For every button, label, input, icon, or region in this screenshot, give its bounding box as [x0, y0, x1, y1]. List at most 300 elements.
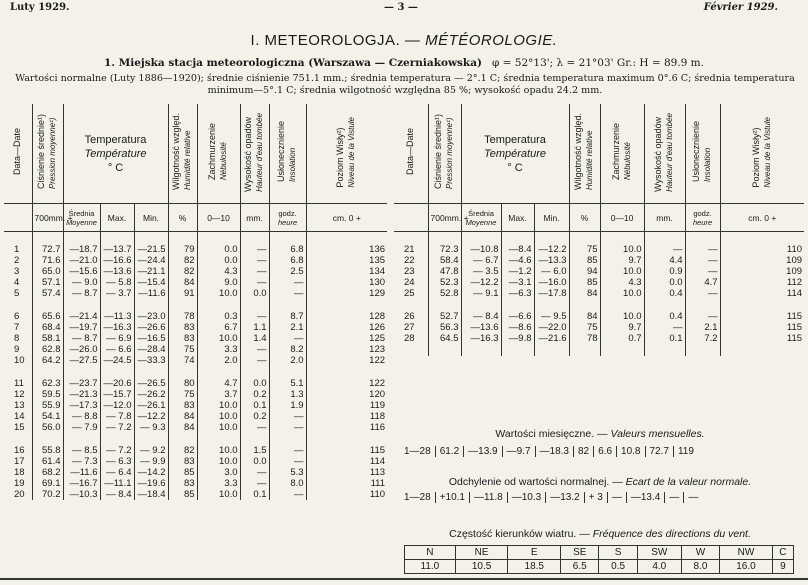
temp-max-cell: —9.8: [501, 333, 534, 344]
table-row: [394, 311, 804, 322]
precip-cell: 0.1: [644, 333, 685, 344]
temp-mean-cell: — 8.7: [63, 333, 100, 344]
table-row: [4, 311, 387, 322]
cloud-cell: 10.0: [197, 411, 240, 422]
deviation-cell: —13.2: [545, 492, 583, 503]
gap-cell: [501, 232, 534, 245]
day-cell: 15: [14, 422, 25, 433]
gap-cell: [394, 344, 428, 356]
monthly-label: Wartości miesięczne. — Valeurs mensuelles.: [495, 428, 705, 440]
river-cell: 120: [306, 389, 387, 400]
precip-cell: 0.0: [240, 288, 269, 299]
river-cell: 118: [306, 411, 387, 422]
precip-cell: —: [644, 244, 685, 255]
gap-cell: [720, 344, 804, 356]
temp-mean-cell: —10.3: [63, 489, 100, 500]
precip-cell: 1.4: [240, 333, 269, 344]
river-cell: 112: [720, 277, 804, 288]
cloud-cell: 0.3: [197, 311, 240, 322]
temp-mean-cell: —23.7: [63, 378, 100, 389]
humidity-cell: 74: [168, 355, 197, 366]
precip-cell: —: [240, 255, 269, 266]
wind-direction: SW: [637, 546, 681, 560]
sun-cell: 5.3: [269, 467, 306, 478]
river-cell: 113: [306, 467, 387, 478]
deviation-cell: 1—28: [404, 492, 431, 503]
day-cell: 22: [404, 255, 415, 266]
river-cell: 122: [306, 378, 387, 389]
mean-unit: Średnia Moyenne: [63, 204, 100, 232]
river-cell: 115: [720, 333, 804, 344]
wind-frequency-value: 9: [772, 560, 793, 574]
cloud-cell: 3.7: [197, 389, 240, 400]
precip-cell: —: [240, 355, 269, 366]
gap-cell: [461, 344, 501, 356]
temp-mean-cell: —18.7: [63, 244, 100, 255]
river-cell: 134: [306, 266, 387, 277]
pressure-cell: 55.9: [32, 400, 63, 411]
page-header: [0, 2, 808, 18]
gap-cell: [63, 232, 100, 245]
cloud-cell: 3.3: [197, 478, 240, 489]
pressure-cell: 64.5: [428, 333, 461, 344]
sun-cell: —: [269, 288, 306, 299]
gap-cell: [461, 232, 501, 245]
mean-unit: Średnia Moyenne: [461, 204, 501, 232]
sun-cell: —: [685, 244, 720, 255]
precip-cell: 0.0: [240, 456, 269, 467]
humidity-unit: %: [168, 204, 197, 232]
river-cell: 115: [306, 445, 387, 456]
wind-frequency-value: 8.0: [681, 560, 719, 574]
sun-cell: —: [269, 456, 306, 467]
gap-cell: [428, 232, 461, 245]
temp-mean-cell: —21.4: [63, 311, 100, 322]
sun-cell: —: [269, 489, 306, 500]
river-cell: 114: [720, 288, 804, 299]
temp-mean-cell: —16.3: [461, 333, 501, 344]
pressure-cell: 52.8: [428, 288, 461, 299]
gap-cell: [306, 433, 387, 445]
bottom-rule: [0, 578, 808, 580]
temp-mean-cell: —27.5: [63, 355, 100, 366]
temp-mean-cell: — 6.7: [461, 255, 501, 266]
sun-cell: 1.3: [269, 389, 306, 400]
sun-cell: 6.8: [269, 244, 306, 255]
pressure-cell: 70.2: [32, 489, 63, 500]
temp-max-cell: — 7.2: [100, 445, 134, 456]
sun-cell: —: [269, 445, 306, 456]
gap-cell: [720, 299, 804, 311]
river-cell: 125: [306, 333, 387, 344]
precip-cell: —: [240, 467, 269, 478]
gap-cell: [720, 232, 804, 245]
gap-cell: [685, 232, 720, 245]
gap-cell: [134, 299, 168, 311]
sun-cell: 4.7: [685, 277, 720, 288]
humidity-cell: 83: [168, 333, 197, 344]
humidity-unit: %: [569, 204, 600, 232]
table-row: [4, 266, 387, 277]
cloud-unit: 0—10: [197, 204, 240, 232]
humidity-cell: 85: [569, 277, 600, 288]
pressure-cell: 71.6: [32, 255, 63, 266]
temp-mean-cell: —21.0: [63, 255, 100, 266]
gap-cell: [461, 299, 501, 311]
cloud-cell: 10.0: [197, 445, 240, 456]
pressure-cell: 68.4: [32, 322, 63, 333]
pressure-cell: 59.5: [32, 389, 63, 400]
humidity-cell: 83: [168, 322, 197, 333]
cloud-cell: 0.0: [197, 255, 240, 266]
sun-cell: —: [685, 288, 720, 299]
monthly-cell: 82: [573, 446, 593, 457]
pressure-unit: 700mm. +: [428, 204, 461, 232]
table-row: [4, 478, 387, 489]
day-cell: 16: [14, 445, 25, 456]
cloud-cell: 4.3: [600, 277, 644, 288]
temp-mean-cell: —21.3: [63, 389, 100, 400]
gap-cell: [197, 232, 240, 245]
gap-cell: [569, 232, 600, 245]
gap-cell: [569, 344, 600, 356]
day-cell: 21: [404, 244, 415, 255]
humidity-cell: 85: [168, 489, 197, 500]
temp-max-cell: — 7.8: [100, 411, 134, 422]
temp-mean-cell: — 7.3: [63, 456, 100, 467]
humidity-cell: 75: [569, 244, 600, 255]
gap-cell: [644, 344, 685, 356]
temp-max-cell: — 3.7: [100, 288, 134, 299]
daily-table-left: [4, 104, 387, 500]
cloud-header: Zachmurzenie Nébulosité: [197, 104, 240, 204]
date-header: Data—Date: [4, 104, 32, 204]
precip-cell: 0.4: [644, 288, 685, 299]
temp-max-cell: — 6.3: [100, 456, 134, 467]
min-unit: Min.: [134, 204, 168, 232]
deviation-cell: —: [683, 492, 702, 503]
humidity-cell: 83: [168, 478, 197, 489]
sun-cell: 6.8: [269, 255, 306, 266]
wind-direction: E: [508, 546, 561, 560]
station-coords: φ = 52°13'; λ = 21°03' Gr.: H = 89.9 m.: [491, 57, 704, 69]
temp-min-cell: —21.5: [134, 244, 168, 255]
wind-direction: SE: [561, 546, 599, 560]
day-cell: 26: [404, 311, 415, 322]
temp-min-cell: —23.0: [134, 311, 168, 322]
table-row: [4, 378, 387, 389]
pressure-cell: 56.0: [32, 422, 63, 433]
temp-min-cell: —26.6: [134, 322, 168, 333]
river-cell: 110: [306, 489, 387, 500]
temp-mean-cell: —11.6: [63, 467, 100, 478]
daily-table-right: [394, 104, 804, 356]
river-cell: 115: [720, 311, 804, 322]
gap-cell: [197, 299, 240, 311]
temp-mean-cell: — 8.8: [63, 411, 100, 422]
table-row: [4, 467, 387, 478]
precip-cell: —: [240, 244, 269, 255]
temp-min-cell: —11.6: [134, 288, 168, 299]
river-cell: 126: [306, 322, 387, 333]
section-title: [0, 32, 808, 49]
gap-cell: [600, 344, 644, 356]
day-cell: 2: [14, 255, 20, 266]
temp-mean-cell: — 8.5: [63, 445, 100, 456]
day-cell: 20: [14, 489, 25, 500]
table-row: [4, 255, 387, 266]
pressure-cell: 52.7: [428, 311, 461, 322]
humidity-cell: 84: [168, 411, 197, 422]
humidity-cell: 83: [168, 456, 197, 467]
row-gap: [4, 299, 387, 311]
precip-cell: —: [240, 478, 269, 489]
temp-min-cell: — 9.9: [134, 456, 168, 467]
temp-mean-cell: —12.2: [461, 277, 501, 288]
gap-cell: [100, 433, 134, 445]
gap-cell: [306, 299, 387, 311]
gap-cell: [197, 366, 240, 378]
gap-cell: [240, 232, 269, 245]
pressure-cell: 68.2: [32, 467, 63, 478]
temp-max-cell: —20.6: [100, 378, 134, 389]
row-gap: [4, 366, 387, 378]
header-left-date: Luty 1929.: [10, 2, 70, 13]
humidity-cell: 84: [168, 277, 197, 288]
river-cell: 129: [306, 288, 387, 299]
temp-max-cell: — 6.6: [100, 344, 134, 355]
cloud-cell: 9.7: [600, 255, 644, 266]
gap-cell: [32, 299, 63, 311]
pressure-header: Ciśnienie średnie¹) Pression moyenne¹): [32, 104, 63, 204]
table-row: [394, 333, 804, 344]
day-cell: 23: [404, 266, 415, 277]
day-cell: 13: [14, 400, 25, 411]
gap-cell: [600, 299, 644, 311]
sun-header: Usłonecznienie Insolation: [685, 104, 720, 204]
section-title-pl: I. METEOROLOGJA. —: [250, 32, 421, 49]
pressure-cell: 72.3: [428, 244, 461, 255]
precip-cell: —: [240, 344, 269, 355]
temp-mean-cell: —19.7: [63, 322, 100, 333]
deviation-values: [400, 476, 800, 503]
date-unit: [4, 204, 32, 232]
cloud-cell: 2.0: [197, 355, 240, 366]
gap-cell: [534, 299, 569, 311]
temp-min-cell: —12.2: [134, 411, 168, 422]
sun-cell: 8.2: [269, 344, 306, 355]
pressure-cell: 57.1: [32, 277, 63, 288]
precip-unit: mm.: [240, 204, 269, 232]
river-cell: 109: [720, 266, 804, 277]
day-cell: 14: [14, 411, 25, 422]
temp-mean-cell: —17.3: [63, 400, 100, 411]
river-cell: 116: [306, 422, 387, 433]
monthly-cell: 61.2: [435, 446, 463, 457]
humidity-cell: 91: [168, 288, 197, 299]
deviation-cell: —13.4: [626, 492, 664, 503]
cloud-cell: 10.0: [600, 266, 644, 277]
river-cell: 128: [306, 311, 387, 322]
table-row: [4, 422, 387, 433]
monthly-cell: —9.7: [502, 446, 535, 457]
temp-min-cell: —14.2: [134, 467, 168, 478]
station-name: 1. Miejska stacja meteorologiczna (Warszawa — Czerniakowska): [104, 57, 482, 69]
gap-cell: [168, 366, 197, 378]
day-cell: 19: [14, 478, 25, 489]
river-header: Poziom Wisły²) Niveau de la Vistule: [306, 104, 387, 204]
cloud-cell: 3.0: [197, 467, 240, 478]
day-cell: 17: [14, 456, 25, 467]
station-line: [0, 57, 808, 69]
gap-cell: [534, 232, 569, 245]
gap-cell: [269, 366, 306, 378]
gap-cell: [134, 366, 168, 378]
wind-frequency-value: 4.0: [637, 560, 681, 574]
humidity-cell: 78: [168, 311, 197, 322]
gap-cell: [685, 299, 720, 311]
monthly-values: [400, 428, 800, 457]
humidity-cell: 82: [168, 445, 197, 456]
day-cell: 28: [404, 333, 415, 344]
gap-cell: [63, 366, 100, 378]
gap-cell: [32, 366, 63, 378]
row-gap: [4, 232, 387, 245]
temp-min-cell: —26.5: [134, 378, 168, 389]
temp-max-cell: —13.7: [100, 244, 134, 255]
sun-cell: —: [269, 422, 306, 433]
humidity-cell: 83: [168, 400, 197, 411]
deviation-cell: + 3: [584, 492, 607, 503]
gap-cell: [306, 366, 387, 378]
temp-max-cell: — 5.8: [100, 277, 134, 288]
temp-mean-cell: — 3.5: [461, 266, 501, 277]
pressure-cell: 47.8: [428, 266, 461, 277]
gap-cell: [501, 344, 534, 356]
temp-min-cell: —22.0: [534, 322, 569, 333]
sun-cell: —: [269, 333, 306, 344]
wind-table: [404, 545, 794, 574]
humidity-cell: 75: [569, 322, 600, 333]
table-row: [4, 355, 387, 366]
humidity-cell: 85: [168, 467, 197, 478]
humidity-cell: 85: [569, 255, 600, 266]
river-cell: 135: [306, 255, 387, 266]
temp-min-cell: —33.3: [134, 355, 168, 366]
temp-min-cell: —21.1: [134, 266, 168, 277]
sun-cell: —: [269, 277, 306, 288]
temp-max-cell: —3.1: [501, 277, 534, 288]
gap-cell: [4, 366, 32, 378]
cloud-cell: 10.0: [197, 288, 240, 299]
cloud-cell: 10.0: [600, 311, 644, 322]
day-cell: 3: [14, 266, 20, 277]
cloud-cell: 6.7: [197, 322, 240, 333]
temp-max-cell: —6.6: [501, 311, 534, 322]
wind-frequency-value: 11.0: [405, 560, 456, 574]
precip-cell: 1.1: [240, 322, 269, 333]
sun-cell: —: [685, 311, 720, 322]
table-row: [394, 288, 804, 299]
precip-cell: —: [240, 422, 269, 433]
gap-cell: [685, 344, 720, 356]
humidity-cell: 84: [569, 288, 600, 299]
humidity-cell: 75: [168, 344, 197, 355]
precip-cell: 0.9: [644, 266, 685, 277]
pressure-cell: 72.7: [32, 244, 63, 255]
cloud-cell: 9.0: [197, 277, 240, 288]
temp-min-cell: —12.2: [534, 244, 569, 255]
temp-max-cell: —8.6: [501, 322, 534, 333]
day-cell: 12: [14, 389, 25, 400]
precip-cell: 4.4: [644, 255, 685, 266]
temp-mean-cell: — 7.9: [63, 422, 100, 433]
table-row: [394, 244, 804, 255]
precip-cell: 0.1: [240, 400, 269, 411]
humidity-cell: 75: [168, 389, 197, 400]
temp-mean-cell: —13.6: [461, 322, 501, 333]
table-row: [394, 322, 804, 333]
precip-header: Wysokość opadów Hauteur d'eau tombée: [240, 104, 269, 204]
gap-cell: [644, 299, 685, 311]
temp-max-cell: —6.3: [501, 288, 534, 299]
pressure-cell: 58.4: [428, 255, 461, 266]
gap-cell: [240, 299, 269, 311]
river-cell: 111: [306, 478, 387, 489]
day-cell: 25: [404, 288, 415, 299]
temp-min-cell: — 9.5: [534, 311, 569, 322]
precip-header: Wysokość opadów Hauteur d'eau tombée: [644, 104, 685, 204]
day-cell: 5: [14, 288, 20, 299]
temp-min-cell: —26.2: [134, 389, 168, 400]
precip-cell: 1.5: [240, 445, 269, 456]
header-right-date: Février 1929.: [703, 2, 778, 13]
wind-label: Częstość kierunków wiatru. — Fréquence des directions du vent.: [449, 528, 751, 540]
sun-cell: 7.2: [685, 333, 720, 344]
min-unit: Min.: [534, 204, 569, 232]
deviation-cell: —10.3: [507, 492, 545, 503]
sun-cell: —: [685, 255, 720, 266]
gap-cell: [600, 232, 644, 245]
pressure-unit: 700mm. +: [32, 204, 63, 232]
temp-mean-cell: —10.8: [461, 244, 501, 255]
wind-frequency-value: 18.5: [508, 560, 561, 574]
table-row: [4, 277, 387, 288]
temp-max-cell: — 8.4: [100, 489, 134, 500]
sun-cell: 5.1: [269, 378, 306, 389]
gap-cell: [269, 433, 306, 445]
monthly-cell: —18.3: [535, 446, 573, 457]
day-cell: 7: [14, 322, 20, 333]
sun-cell: 2.1: [269, 322, 306, 333]
table-row: [394, 255, 804, 266]
precip-cell: —: [240, 277, 269, 288]
river-unit: cm. 0 +: [306, 204, 387, 232]
day-cell: 6: [14, 311, 20, 322]
gap-cell: [428, 299, 461, 311]
temp-max-cell: —12.0: [100, 400, 134, 411]
table-row: [394, 277, 804, 288]
humidity-cell: 84: [569, 311, 600, 322]
temp-mean-cell: — 8.7: [63, 288, 100, 299]
max-unit: Max.: [100, 204, 134, 232]
normal-values-note: Wartości normalne (Luty 1886—1920); średnie ciśnienie 751.1 mm.; średnia temperatura — 2°.1 C; średnia temperatura maximum 0°.6 C; średnia temperatura minimum—5°.1 C; średnia wilgotność względna 85 %; wysokość opadu 24.2 mm.: [15, 73, 795, 96]
precip-cell: 0.1: [240, 489, 269, 500]
wind-direction: S: [599, 546, 637, 560]
wind-direction: NW: [720, 546, 773, 560]
river-cell: 119: [306, 400, 387, 411]
gap-cell: [240, 366, 269, 378]
